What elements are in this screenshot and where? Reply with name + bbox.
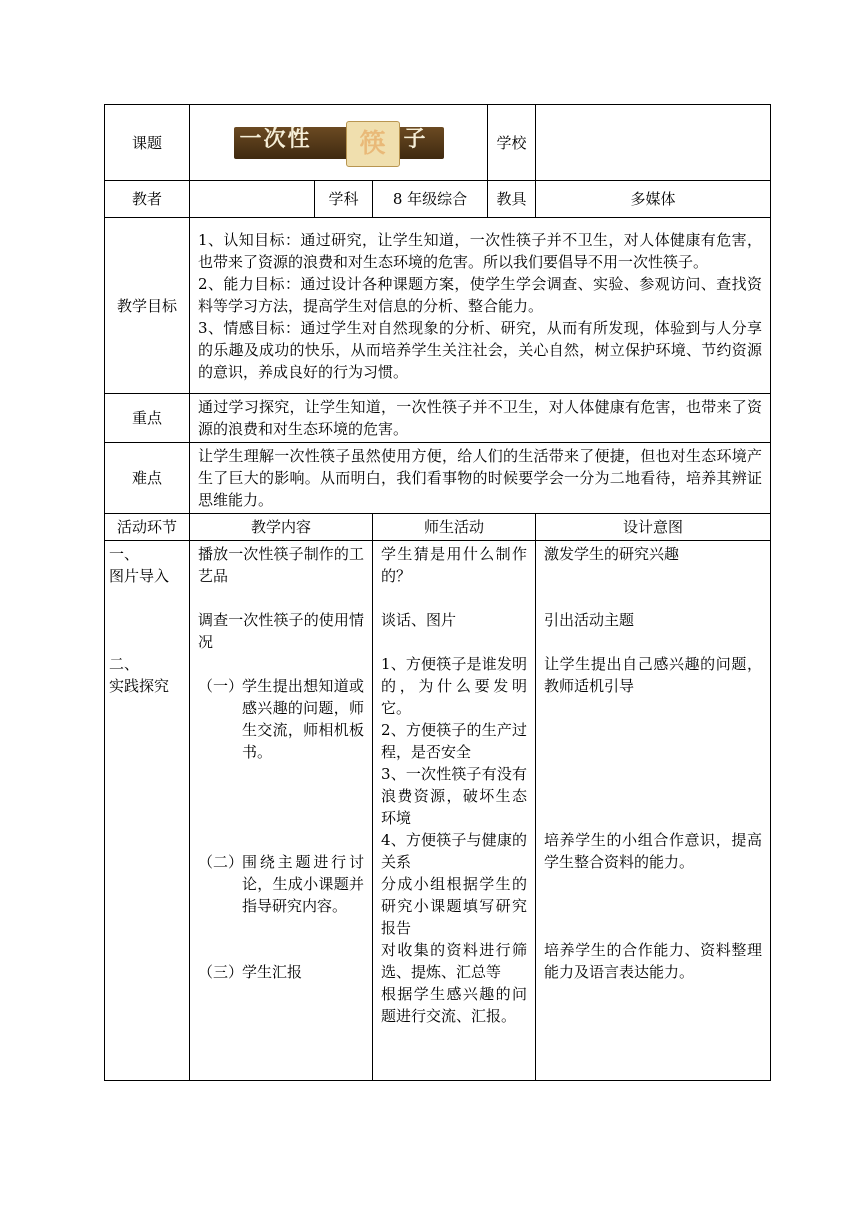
- stage-2-title: 实践探究: [109, 677, 170, 695]
- difficulty-text: [190, 443, 771, 514]
- key-point-paragraph: 通过学习探究，让学生知道，一次性筷子并不卫生，对人体健康有危害，也带来了资源的浪费和对生态环境的危害。: [198, 398, 763, 438]
- activity-header-row: [105, 514, 771, 541]
- objectives-row: [105, 218, 771, 394]
- topic-row: [105, 105, 771, 181]
- tools-value: 多媒体: [536, 181, 771, 218]
- content-sub-2-number: （二）: [198, 853, 244, 871]
- intent-item-5: 培养学生的合作能力、资料整理能力及语言表达能力。: [544, 941, 763, 981]
- intent-item-2: 引出活动主题: [544, 611, 635, 629]
- activity-header-activity: 师生活动: [373, 514, 536, 541]
- topic-label: 课题: [105, 105, 190, 181]
- activity-header-intent: 设计意图: [536, 514, 771, 541]
- tools-label: 教具: [488, 181, 536, 218]
- content-sub-1: [198, 675, 364, 763]
- topic-logo: [234, 127, 444, 159]
- objectives-label: 教学目标: [105, 218, 190, 394]
- objective-ability: 2、能力目标：通过设计各种课题方案，使学生学会调查、实验、参观访问、查找资料等学习方法，提高学生对信息的分析、整合能力。: [198, 274, 763, 315]
- topic-logo-text-3: 子: [403, 126, 426, 152]
- topic-logo-text-2: 筷: [359, 128, 386, 159]
- content-item-2: 调查一次性筷子的使用情况: [198, 611, 364, 651]
- subject-value: 8 年级综合: [373, 181, 488, 218]
- topic-cell: [190, 105, 488, 181]
- topic-logo-text-1: 一次性: [239, 126, 312, 152]
- key-point-text: [190, 394, 771, 443]
- lesson-plan-table: [104, 104, 771, 1081]
- school-value: [536, 105, 771, 181]
- topic-logo-badge: [346, 121, 400, 167]
- activity-content-cell: [190, 541, 373, 1081]
- content-sub-1-number: （一）: [198, 677, 244, 695]
- activity-item-3: 1、方便筷子是谁发明的，为什么要发明它。: [381, 655, 528, 717]
- activity-body-row: [105, 541, 771, 1081]
- activity-item-9: 根据学生感兴趣的问题进行交流、汇报。: [381, 985, 528, 1025]
- objective-emotion: 3、情感目标：通过学生对自然现象的分析、研究，从而有所发现，体验到与人分享的乐趣及成功的快乐，从而培养学生关注社会，关心自然，树立保护环境、节约资源的意识，养成良好的行为习惯。: [198, 318, 763, 381]
- activity-header-stage: 活动环节: [105, 514, 190, 541]
- objectives-content: [190, 218, 771, 394]
- school-label: 学校: [488, 105, 536, 181]
- objective-cognitive: 1、认知目标：通过研究，让学生知道，一次性筷子并不卫生，对人体健康有危害，也带来了资源的浪费和对生态环境的危害。所以我们要倡导不用一次性筷子。: [198, 230, 763, 271]
- intent-item-1: 激发学生的研究兴趣: [544, 545, 680, 563]
- stage-2-number: 二、: [109, 655, 140, 673]
- activity-header-content: 教学内容: [190, 514, 373, 541]
- activity-item-6: 4、方便筷子与健康的关系: [381, 831, 528, 871]
- activity-item-4: 2、方便筷子的生产过程，是否安全: [381, 721, 528, 761]
- stage-1-number: 一、: [109, 545, 140, 563]
- difficulty-row: [105, 443, 771, 514]
- teacher-value: [190, 181, 315, 218]
- content-sub-3: [198, 961, 364, 983]
- content-sub-3-text: 学生汇报: [242, 963, 303, 981]
- activity-item-5: 3、一次性筷子有没有浪费资源，破坏生态环境: [381, 765, 528, 827]
- activity-stage-cell: [105, 541, 190, 1081]
- activity-activities-cell: [373, 541, 536, 1081]
- content-sub-3-number: （三）: [198, 963, 244, 981]
- stage-1-title: 图片导入: [109, 567, 170, 585]
- activity-item-2: 谈话、图片: [381, 611, 457, 629]
- content-sub-1-text: 学生提出想知道或感兴趣的问题，师生交流，师相机板书。: [242, 677, 364, 761]
- subject-label: 学科: [315, 181, 373, 218]
- activity-intent-cell: [536, 541, 771, 1081]
- content-sub-2: [198, 851, 364, 917]
- teacher-label: 教者: [105, 181, 190, 218]
- intent-item-3: 让学生提出自己感兴趣的问题，教师适机引导: [544, 655, 763, 695]
- key-point-label: 重点: [105, 394, 190, 443]
- content-sub-2-text: 围绕主题进行讨论，生成小课题并指导研究内容。: [242, 853, 364, 915]
- teacher-row: [105, 181, 771, 218]
- activity-item-8: 对收集的资料进行筛选、提炼、汇总等: [381, 941, 528, 981]
- difficulty-paragraph: 让学生理解一次性筷子虽然使用方便，给人们的生活带来了便捷，但也对生态环境产生了巨大的影响。从而明白，我们看事物的时候要学会一分为二地看待，培养其辨证思维能力。: [198, 447, 763, 509]
- activity-item-1: 学生猜是用什么制作的？: [381, 545, 528, 585]
- activity-item-7: 分成小组根据学生的研究小课题填写研究报告: [381, 875, 528, 937]
- intent-item-4: 培养学生的小组合作意识，提高学生整合资料的能力。: [544, 831, 763, 871]
- key-point-row: [105, 394, 771, 443]
- content-item-1: 播放一次性筷子制作的工艺品: [198, 545, 364, 585]
- difficulty-label: 难点: [105, 443, 190, 514]
